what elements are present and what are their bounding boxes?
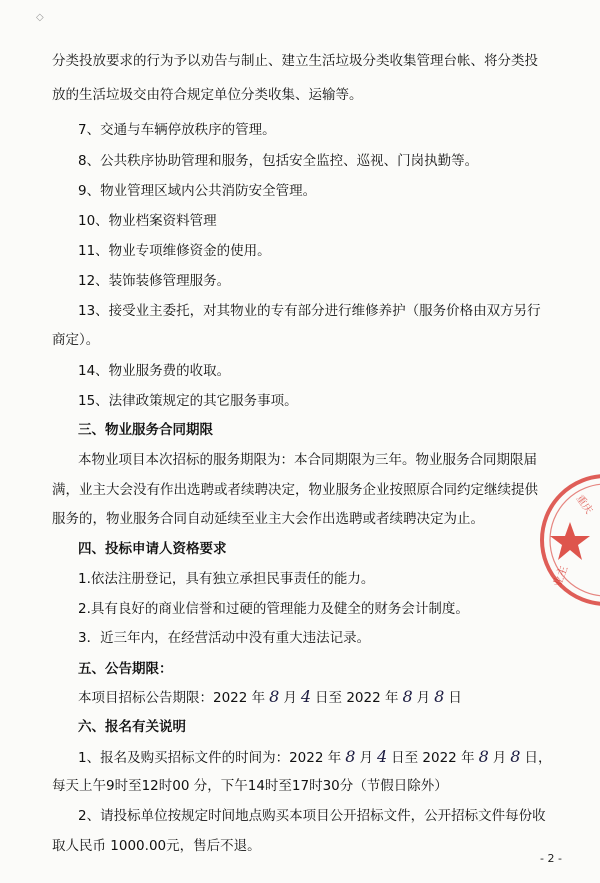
notice-period-text: 日 — [448, 690, 462, 706]
handwritten-day: 4 — [300, 687, 312, 706]
handwritten-month: 8 — [269, 687, 280, 706]
body-line: 取人民币 1000.00元，售后不退。 — [52, 838, 261, 854]
handwritten-month: 8 — [345, 747, 356, 766]
handwritten-day: 4 — [376, 747, 388, 766]
section-heading: 三、物业服务合同期限 — [78, 422, 213, 438]
registration-prefix: 1、报名及购买招标文件的时间为：2022 年 — [78, 750, 342, 766]
body-line: 分类投放要求的行为予以劝告与制止、建立生活垃圾分类收集管理台帐、将分类投 — [52, 53, 538, 69]
registration-text: 月 — [359, 750, 373, 766]
notice-period-text: 月 — [283, 690, 297, 706]
handwritten-day: 8 — [510, 747, 521, 766]
list-item: 9、物业管理区域内公共消防安全管理。 — [78, 183, 317, 199]
body-line: 商定）。 — [52, 332, 100, 348]
list-item: 2.具有良好的商业信誉和过硬的管理能力及健全的财务会计制度。 — [78, 601, 469, 617]
handwritten-day: 8 — [434, 687, 445, 706]
body-line: 本物业项目本次招标的服务期限为：本合同期限为三年。物业服务合同期限届 — [78, 452, 537, 468]
section-heading: 五、公告期限： — [78, 661, 173, 677]
body-line: 服务的，物业服务合同自动延续至业主大会作出选聘或者续聘决定为止。 — [52, 511, 484, 527]
body-line: 满，业主大会没有作出选聘或者续聘决定，物业服务企业按照原合同约定继续提供 — [52, 482, 538, 498]
section-heading: 六、报名有关说明 — [78, 719, 186, 735]
list-item: 15、法律政策规定的其它服务事项。 — [78, 393, 298, 409]
seal-star-icon — [550, 522, 590, 560]
notice-period-text: 日至 2022 年 — [315, 690, 399, 706]
body-line: 每天上午9时至12时00 分，下午14时至17时30分（节假日除外） — [52, 778, 448, 794]
seal-text: 重庆 — [573, 493, 595, 517]
section-heading: 四、投标申请人资格要求 — [78, 541, 227, 557]
registration-line — [78, 748, 600, 767]
registration-text: 日至 2022 年 — [391, 750, 475, 766]
list-item: 7、交通与车辆停放秩序的管理。 — [78, 122, 276, 138]
handwritten-month: 8 — [478, 747, 489, 766]
notice-period-line — [78, 688, 600, 707]
registration-text: 日， — [524, 750, 552, 766]
list-item: 13、接受业主委托，对其物业的专有部分进行维修养护（服务价格由双方另行 — [78, 303, 541, 319]
official-seal-stamp — [520, 470, 600, 610]
body-line: 2、请投标单位按规定时间地点购买本项目公开招标文件，公开招标文件每份收 — [78, 808, 546, 824]
body-line: 放的生活垃圾交由符合规定单位分类收集、运输等。 — [52, 87, 363, 103]
list-item: 12、装饰装修管理服务。 — [78, 273, 231, 289]
corner-mark: ◇ — [36, 12, 44, 23]
page-number: - 2 - — [540, 852, 562, 865]
list-item: 11、物业专项维修资金的使用。 — [78, 243, 271, 259]
list-item: 1.依法注册登记，具有独立承担民事责任的能力。 — [78, 571, 375, 587]
registration-text: 月 — [492, 750, 507, 766]
list-item: 10、物业档案资料管理 — [78, 213, 217, 229]
handwritten-month: 8 — [402, 687, 413, 706]
notice-period-prefix: 本项目招标公告期限：2022 年 — [78, 690, 266, 706]
notice-period-text: 月 — [416, 690, 431, 706]
list-item: 14、物业服务费的收取。 — [78, 363, 231, 379]
list-item: 3．近三年内，在经营活动中没有重大违法记录。 — [78, 630, 371, 646]
seal-text-lower: 业主 — [550, 563, 571, 590]
list-item: 8、公共秩序协助管理和服务，包括安全监控、巡视、门岗执勤等。 — [78, 153, 479, 169]
